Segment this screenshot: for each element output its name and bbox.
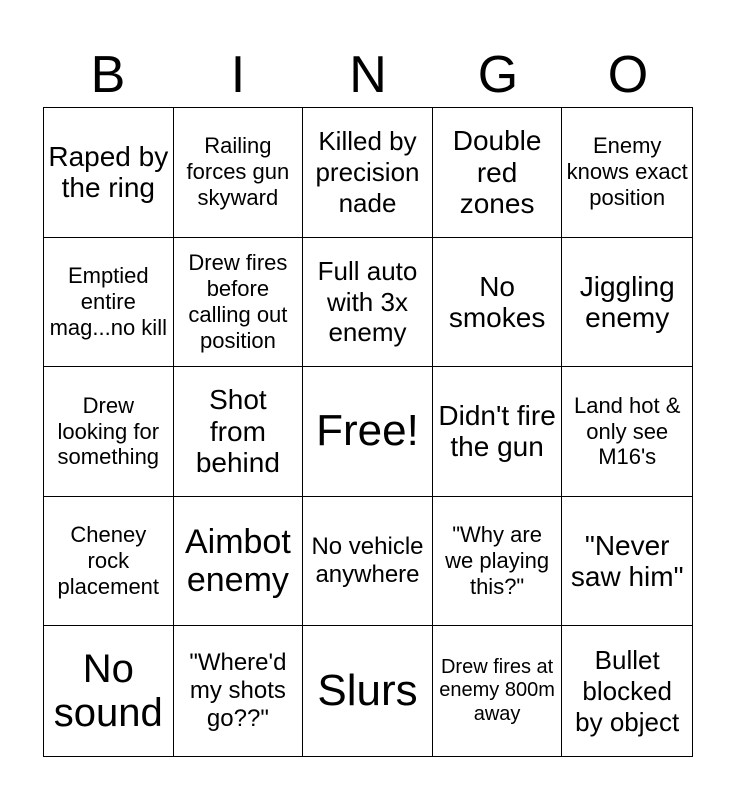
bingo-header xyxy=(43,45,693,105)
bingo-cell[interactable]: Land hot & only see M16's xyxy=(562,367,692,497)
bingo-cell[interactable]: Full auto with 3x enemy xyxy=(303,238,433,368)
bingo-cell[interactable]: Drew looking for something xyxy=(44,367,174,497)
bingo-cell[interactable]: Railing forces gun skyward xyxy=(174,108,304,238)
bingo-cell[interactable]: Drew fires at enemy 800m away xyxy=(433,626,563,756)
bingo-cell[interactable]: Didn't fire the gun xyxy=(433,367,563,497)
bingo-cell[interactable]: Drew fires before calling out position xyxy=(174,238,304,368)
header-letter-b: B xyxy=(90,46,126,104)
bingo-cell[interactable]: Double red zones xyxy=(433,108,563,238)
bingo-board xyxy=(43,107,693,757)
bingo-cell[interactable]: Raped by the ring xyxy=(44,108,174,238)
header-letter-g: G xyxy=(477,46,519,104)
bingo-cell[interactable]: Killed by precision nade xyxy=(303,108,433,238)
bingo-cell[interactable]: Aimbot enemy xyxy=(174,497,304,627)
bingo-cell[interactable]: Shot from behind xyxy=(174,367,304,497)
bingo-cell-free[interactable]: Free! xyxy=(303,367,433,497)
header-letter-n: N xyxy=(349,46,387,104)
bingo-cell[interactable]: Cheney rock placement xyxy=(44,497,174,627)
bingo-cell[interactable]: Bullet blocked by object xyxy=(575,645,680,737)
header-letter-i: I xyxy=(230,46,246,104)
bingo-cell[interactable]: No vehicle anywhere xyxy=(303,497,433,627)
header-letter-o: O xyxy=(607,46,649,104)
bingo-cell[interactable]: No smokes xyxy=(433,238,563,368)
bingo-cell[interactable]: Enemy knows exact position xyxy=(562,108,692,238)
bingo-cell[interactable]: "Never saw him" xyxy=(562,497,692,627)
bingo-cell[interactable]: Emptied entire mag...no kill xyxy=(44,238,174,368)
bingo-cell[interactable]: "Why are we playing this?" xyxy=(433,497,563,627)
bingo-cell[interactable]: No sound xyxy=(44,626,174,756)
bingo-cell[interactable]: "Where'd my shots go??" xyxy=(174,626,304,756)
bingo-cell[interactable]: Jiggling enemy xyxy=(562,238,692,368)
bingo-cell[interactable]: Slurs xyxy=(303,626,433,756)
